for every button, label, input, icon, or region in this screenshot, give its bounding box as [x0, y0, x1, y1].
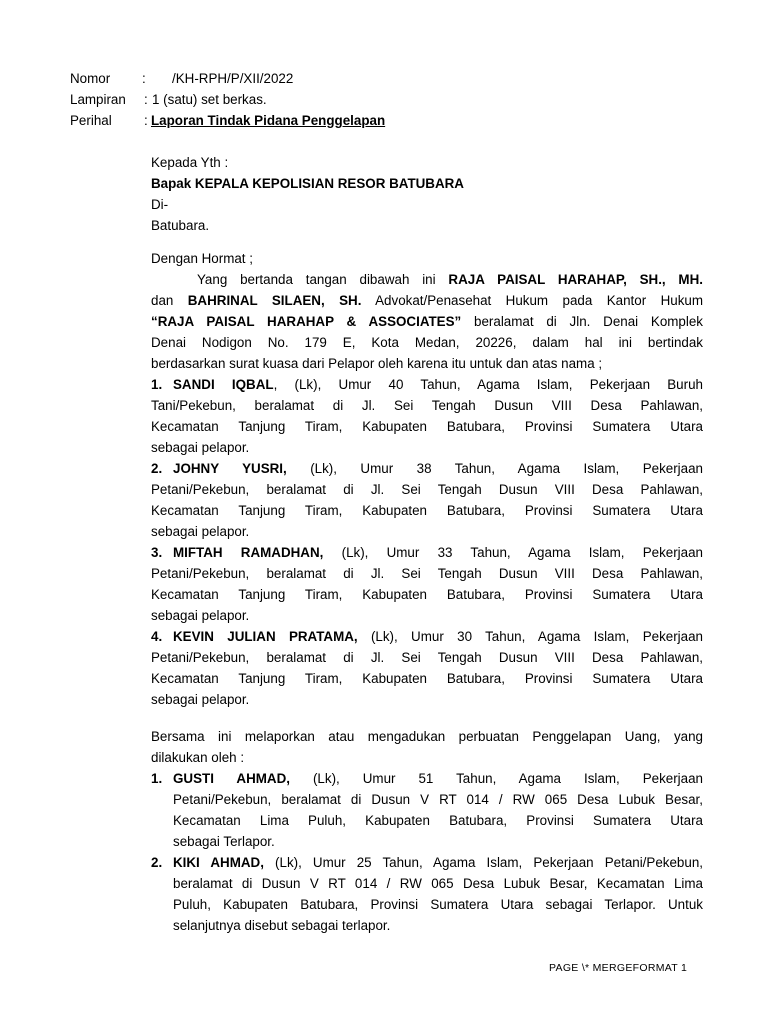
nomor-value: /KH-RPH/P/XII/2022	[172, 71, 294, 86]
opening-block	[151, 248, 703, 374]
recipient-greeting: Kepada Yth :	[151, 155, 229, 170]
recipient-di: Di-	[151, 197, 169, 212]
recipient-name: Bapak KEPALA KEPOLISIAN RESOR BATUBARA	[151, 176, 464, 191]
list-item: 1. SANDI IQBAL, (Lk), Umur 40 Tahun, Agama Islam, Pekerjaan Buruh Tani/Pekebun, beralamat di Jl. Sei Tengah Dusun VIII Desa Pahlawan, Kecamatan Tanjung Tiram, Kabupaten Batubara, Provinsi Sumatera Utara sebagai pelapor.	[151, 377, 703, 455]
terlapor-list	[151, 768, 703, 936]
lampiran-colon: :	[144, 92, 148, 107]
lampiran-value: 1 (satu) set berkas.	[152, 92, 267, 107]
opening-line-2: dan BAHRINAL SILAEN, SH. Advokat/Penasehat Hukum pada Kantor Hukum	[151, 293, 703, 308]
salutation: Dengan Hormat ;	[151, 251, 253, 266]
perihal-label: Perihal	[70, 113, 112, 128]
report-block	[151, 726, 703, 768]
nomor-colon: :	[142, 71, 146, 86]
nomor-label: Nomor	[70, 71, 111, 86]
opening-line-5: berdasarkan surat kuasa dari Pelapor oleh karena itu untuk dan atas nama ;	[151, 356, 603, 371]
report-line-2: dilakukan oleh :	[151, 750, 245, 765]
list-item: 1. GUSTI AHMAD, (Lk), Umur 51 Tahun, Agama Islam, Pekerjaan Petani/Pekebun, beralamat di Dusun V RT 014 / RW 065 Desa Lubuk Besar, Kecamatan Lima Puluh, Kabupaten Batubara, Provinsi Sumatera Utara sebagai Terlapor.	[151, 771, 703, 849]
perihal-colon: :	[144, 113, 148, 128]
opening-line-4: Denai Nodigon No. 179 E, Kota Medan, 20226, dalam hal ini bertindak	[151, 335, 703, 350]
report-line-1: Bersama ini melaporkan atau mengadukan perbuatan Penggelapan Uang, yang	[151, 729, 703, 744]
page-footer: PAGE \* MERGEFORMAT 1	[549, 962, 688, 974]
lampiran-label: Lampiran	[70, 92, 126, 107]
list-item: 2. KIKI AHMAD, (Lk), Umur 25 Tahun, Agama Islam, Pekerjaan Petani/Pekebun, beralamat di Dusun V RT 014 / RW 065 Desa Lubuk Besar, Kecamatan Lima Puluh, Kabupaten Batubara, Provinsi Sumatera Utara sebagai Terlapor. Untuk selanjutnya disebut sebagai terlapor.	[151, 855, 703, 933]
list-item: 3. MIFTAH RAMADHAN, (Lk), Umur 33 Tahun, Agama Islam, Pekerjaan Petani/Pekebun, beralamat di Jl. Sei Tengah Dusun VIII Desa Pahlawan, Kecamatan Tanjung Tiram, Kabupaten Batubara, Provinsi Sumatera Utara sebagai pelapor.	[151, 545, 703, 623]
list-item: 2. JOHNY YUSRI, (Lk), Umur 38 Tahun, Agama Islam, Pekerjaan Petani/Pekebun, beralamat di Jl. Sei Tengah Dusun VIII Desa Pahlawan, Kecamatan Tanjung Tiram, Kabupaten Batubara, Provinsi Sumatera Utara sebagai pelapor.	[151, 461, 703, 539]
recipient-block	[151, 152, 703, 236]
perihal-value: Laporan Tindak Pidana Penggelapan	[151, 113, 386, 128]
list-item: 4. KEVIN JULIAN PRATAMA, (Lk), Umur 30 Tahun, Agama Islam, Pekerjaan Petani/Pekebun, beralamat di Jl. Sei Tengah Dusun VIII Desa Pahlawan, Kecamatan Tanjung Tiram, Kabupaten Batubara, Provinsi Sumatera Utara sebagai pelapor.	[151, 629, 703, 707]
recipient-city: Batubara.	[151, 218, 210, 233]
pelapor-list	[151, 374, 703, 710]
opening-line-1: Yang bertanda tangan dibawah ini RAJA PAISAL HARAHAP, SH., MH.	[197, 272, 703, 287]
opening-line-3: “RAJA PAISAL HARAHAP & ASSOCIATES” beralamat di Jln. Denai Komplek	[151, 314, 703, 329]
